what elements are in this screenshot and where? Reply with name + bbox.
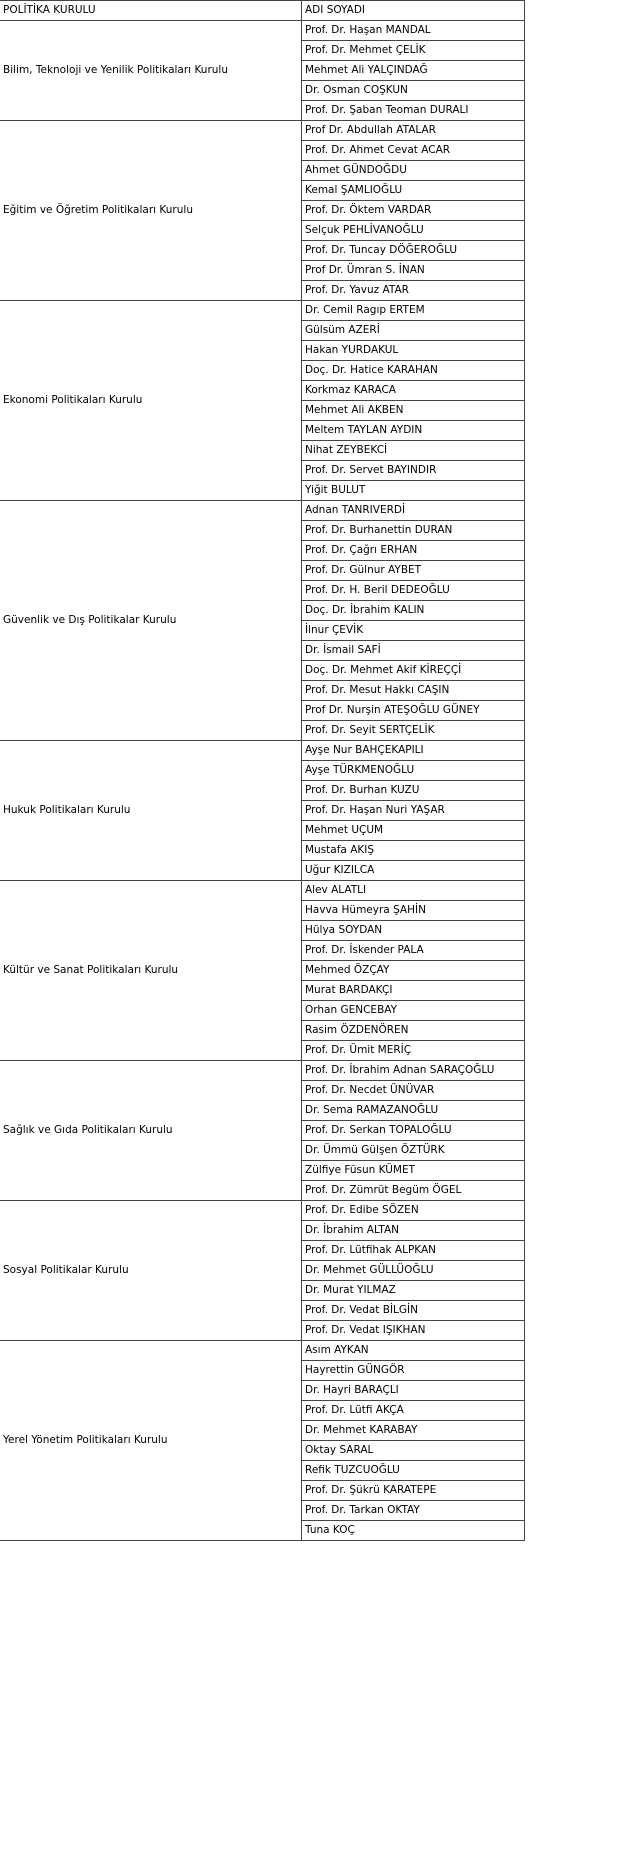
member-name: Doç. Dr. Hatice KARAHAN [302,361,525,381]
member-name: Hakan YURDAKUL [302,341,525,361]
member-name: Selçuk PEHLİVANOĞLU [302,221,525,241]
member-name: Adnan TANRIVERDİ [302,501,525,521]
member-name: Uğur KIZILCA [302,861,525,881]
member-name: Dr. Hayri BARAÇLI [302,1381,525,1401]
member-name: Alev ALATLI [302,881,525,901]
blank-area [525,21,620,1541]
member-name: Prof. Dr. Vedat BİLGİN [302,1301,525,1321]
council-name: Bilim, Teknoloji ve Yenilik Politikaları Kurulu [0,21,302,121]
member-name: Yiğit BULUT [302,481,525,501]
council-name: Ekonomi Politikaları Kurulu [0,301,302,501]
header-council: POLİTİKA KURULU [0,1,302,21]
member-name: Dr. İbrahim ALTAN [302,1221,525,1241]
member-name: Prof. Dr. Necdet ÜNÜVAR [302,1081,525,1101]
member-name: Prof. Dr. Öktem VARDAR [302,201,525,221]
member-name: Nihat ZEYBEKCİ [302,441,525,461]
member-name: Prof. Dr. Serkan TOPALOĞLU [302,1121,525,1141]
header-name: ADI SOYADI [302,1,525,21]
member-name: Asım AYKAN [302,1341,525,1361]
member-name: Prof. Dr. Seyit SERTÇELİK [302,721,525,741]
member-name: Prof. Dr. Zümrüt Begüm ÖGEL [302,1181,525,1201]
member-name: Zülfiye Füsun KÜMET [302,1161,525,1181]
member-name: Mehmet Ali AKBEN [302,401,525,421]
member-name: Prof. Dr. Ahmet Cevat ACAR [302,141,525,161]
member-name: Ahmet GÜNDOĞDU [302,161,525,181]
member-name: Dr. İsmail SAFİ [302,641,525,661]
table-body [0,1,620,1541]
member-name: Doç. Dr. Mehmet Akif KİREÇÇİ [302,661,525,681]
table-header-row [0,1,620,21]
member-name: Dr. Mehmet KARABAY [302,1421,525,1441]
member-name: Kemal ŞAMLIOĞLU [302,181,525,201]
member-name: Prof. Dr. Haşan MANDAL [302,21,525,41]
member-name: Hülya SOYDAN [302,921,525,941]
member-name: Prof. Dr. Vedat IŞIKHAN [302,1321,525,1341]
member-name: Dr. Osman COŞKUN [302,81,525,101]
member-name: İlnur ÇEVİK [302,621,525,641]
member-name: Prof. Dr. Ümit MERİÇ [302,1041,525,1061]
member-name: Mustafa AKIŞ [302,841,525,861]
member-name: Prof Dr. Nurşin ATEŞOĞLU GÜNEY [302,701,525,721]
member-name: Oktay SARAL [302,1441,525,1461]
member-name: Tuna KOÇ [302,1521,525,1541]
member-name: Prof. Dr. Burhanettin DURAN [302,521,525,541]
member-name: Prof. Dr. Şükrü KARATEPE [302,1481,525,1501]
member-name: Gülsüm AZERİ [302,321,525,341]
member-name: Prof. Dr. Şaban Teoman DURALI [302,101,525,121]
member-name: Prof Dr. Ümran S. İNAN [302,261,525,281]
table-row [0,21,620,41]
member-name: Dr. Mehmet GÜLLÜOĞLU [302,1261,525,1281]
council-name: Hukuk Politikaları Kurulu [0,741,302,881]
member-name: Prof. Dr. Çağrı ERHAN [302,541,525,561]
member-name: Dr. Murat YILMAZ [302,1281,525,1301]
member-name: Havva Hümeyra ŞAHİN [302,901,525,921]
member-name: Dr. Ümmü Gülşen ÖZTÜRK [302,1141,525,1161]
member-name: Korkmaz KARACA [302,381,525,401]
member-name: Rasim ÖZDENÖREN [302,1021,525,1041]
member-name: Prof. Dr. Gülnur AYBET [302,561,525,581]
member-name: Mehmed ÖZÇAY [302,961,525,981]
member-name: Meltem TAYLAN AYDIN [302,421,525,441]
member-name: Refik TUZCUOĞLU [302,1461,525,1481]
member-name: Dr. Cemil Ragıp ERTEM [302,301,525,321]
member-name: Prof Dr. Abdullah ATALAR [302,121,525,141]
member-name: Prof. Dr. Lütfihak ALPKAN [302,1241,525,1261]
member-name: Prof. Dr. İbrahim Adnan SARAÇOĞLU [302,1061,525,1081]
member-name: Prof. Dr. Servet BAYINDIR [302,461,525,481]
member-name: Murat BARDAKÇI [302,981,525,1001]
member-name: Prof. Dr. Tarkan OKTAY [302,1501,525,1521]
member-name: Prof. Dr. Haşan Nuri YAŞAR [302,801,525,821]
member-name: Prof. Dr. Burhan KUZU [302,781,525,801]
blank-area [525,1,620,21]
council-name: Sosyal Politikalar Kurulu [0,1201,302,1341]
member-name: Prof. Dr. Yavuz ATAR [302,281,525,301]
member-name: Prof. Dr. Mehmet ÇELİK [302,41,525,61]
council-name: Kültür ve Sanat Politikaları Kurulu [0,881,302,1061]
member-name: Prof. Dr. Mesut Hakkı CAŞIN [302,681,525,701]
member-name: Ayşe Nur BAHÇEKAPILI [302,741,525,761]
member-name: Mehmet UÇUM [302,821,525,841]
member-name: Prof. Dr. Tuncay DÖĞEROĞLU [302,241,525,261]
member-name: Prof. Dr. İskender PALA [302,941,525,961]
member-name: Prof. Dr. H. Beril DEDEOĞLU [302,581,525,601]
member-name: Doç. Dr. İbrahim KALIN [302,601,525,621]
council-name: Sağlık ve Gıda Politikaları Kurulu [0,1061,302,1201]
council-name: Yerel Yönetim Politikaları Kurulu [0,1341,302,1541]
council-name: Eğitim ve Öğretim Politikaları Kurulu [0,121,302,301]
council-name: Güvenlik ve Dış Politikalar Kurulu [0,501,302,741]
member-name: Ayşe TÜRKMENOĞLU [302,761,525,781]
member-name: Dr. Sema RAMAZANOĞLU [302,1101,525,1121]
member-name: Mehmet Ali YALÇINDAĞ [302,61,525,81]
member-name: Hayrettin GÜNGÖR [302,1361,525,1381]
member-name: Orhan GENCEBAY [302,1001,525,1021]
member-name: Prof. Dr. Lütfi AKÇA [302,1401,525,1421]
member-name: Prof. Dr. Edibe SÖZEN [302,1201,525,1221]
